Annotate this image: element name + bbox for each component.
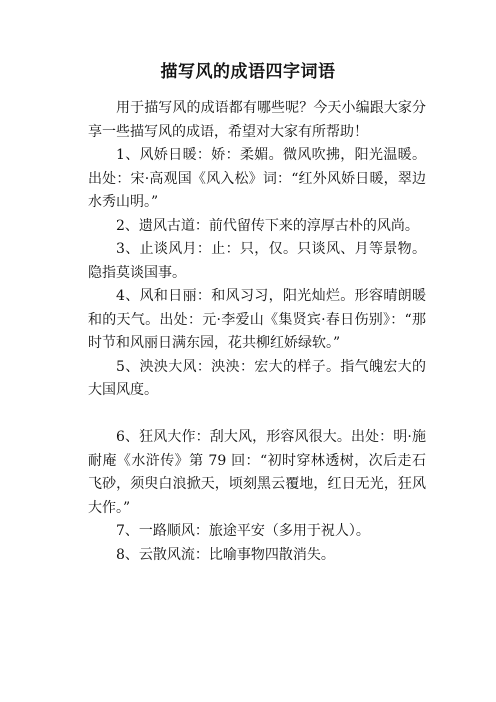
document-title: 描写风的成语四字词语	[160, 62, 336, 82]
paragraph-item-7: 7、一路顺风：旅途平安（多用于祝人）。	[116, 523, 370, 539]
paragraph-item-4: 4、风和日丽：和风习习，阳光灿烂。形容晴朗暖和的天气。出处：元·李爱山《集贤宾·春日伤别》：“那时节和风丽日满东园，花共柳红娇绿软。”	[88, 288, 426, 351]
paragraph-item-1: 1、风娇日暖：娇：柔媚。微风吹拂，阳光温暖。出处：宋·高观国《风入松》词：“红外风娇日暖，翠边水秀山明。”	[88, 147, 426, 210]
paragraph-item-6: 6、狂风大作：刮大风，形容风很大。出处：明·施耐庵《水浒传》第 79 回：“初时穿林透树，次后走石飞砂，须臾白浪掀天，顷刻黑云覆地，红日无光，狂风大作。”	[88, 429, 426, 516]
paragraph-intro: 用于描写风的成语都有哪些呢？今天小编跟大家分享一些描写风的成语，希望对大家有所帮助！	[88, 100, 426, 140]
paragraph-item-3: 3、止谈风月：止：只，仅。只谈风、月等景物。隐指莫谈国事。	[88, 241, 426, 281]
paragraph-item-5: 5、泱泱大风：泱泱：宏大的样子。指气魄宏大的大国风度。	[88, 358, 426, 398]
paragraph-item-2: 2、遗风古道：前代留传下来的淳厚古朴的风尚。	[116, 217, 419, 234]
document-body	[88, 97, 426, 567]
paragraph-item-8: 8、云散风流：比喻事物四散消失。	[116, 546, 335, 563]
